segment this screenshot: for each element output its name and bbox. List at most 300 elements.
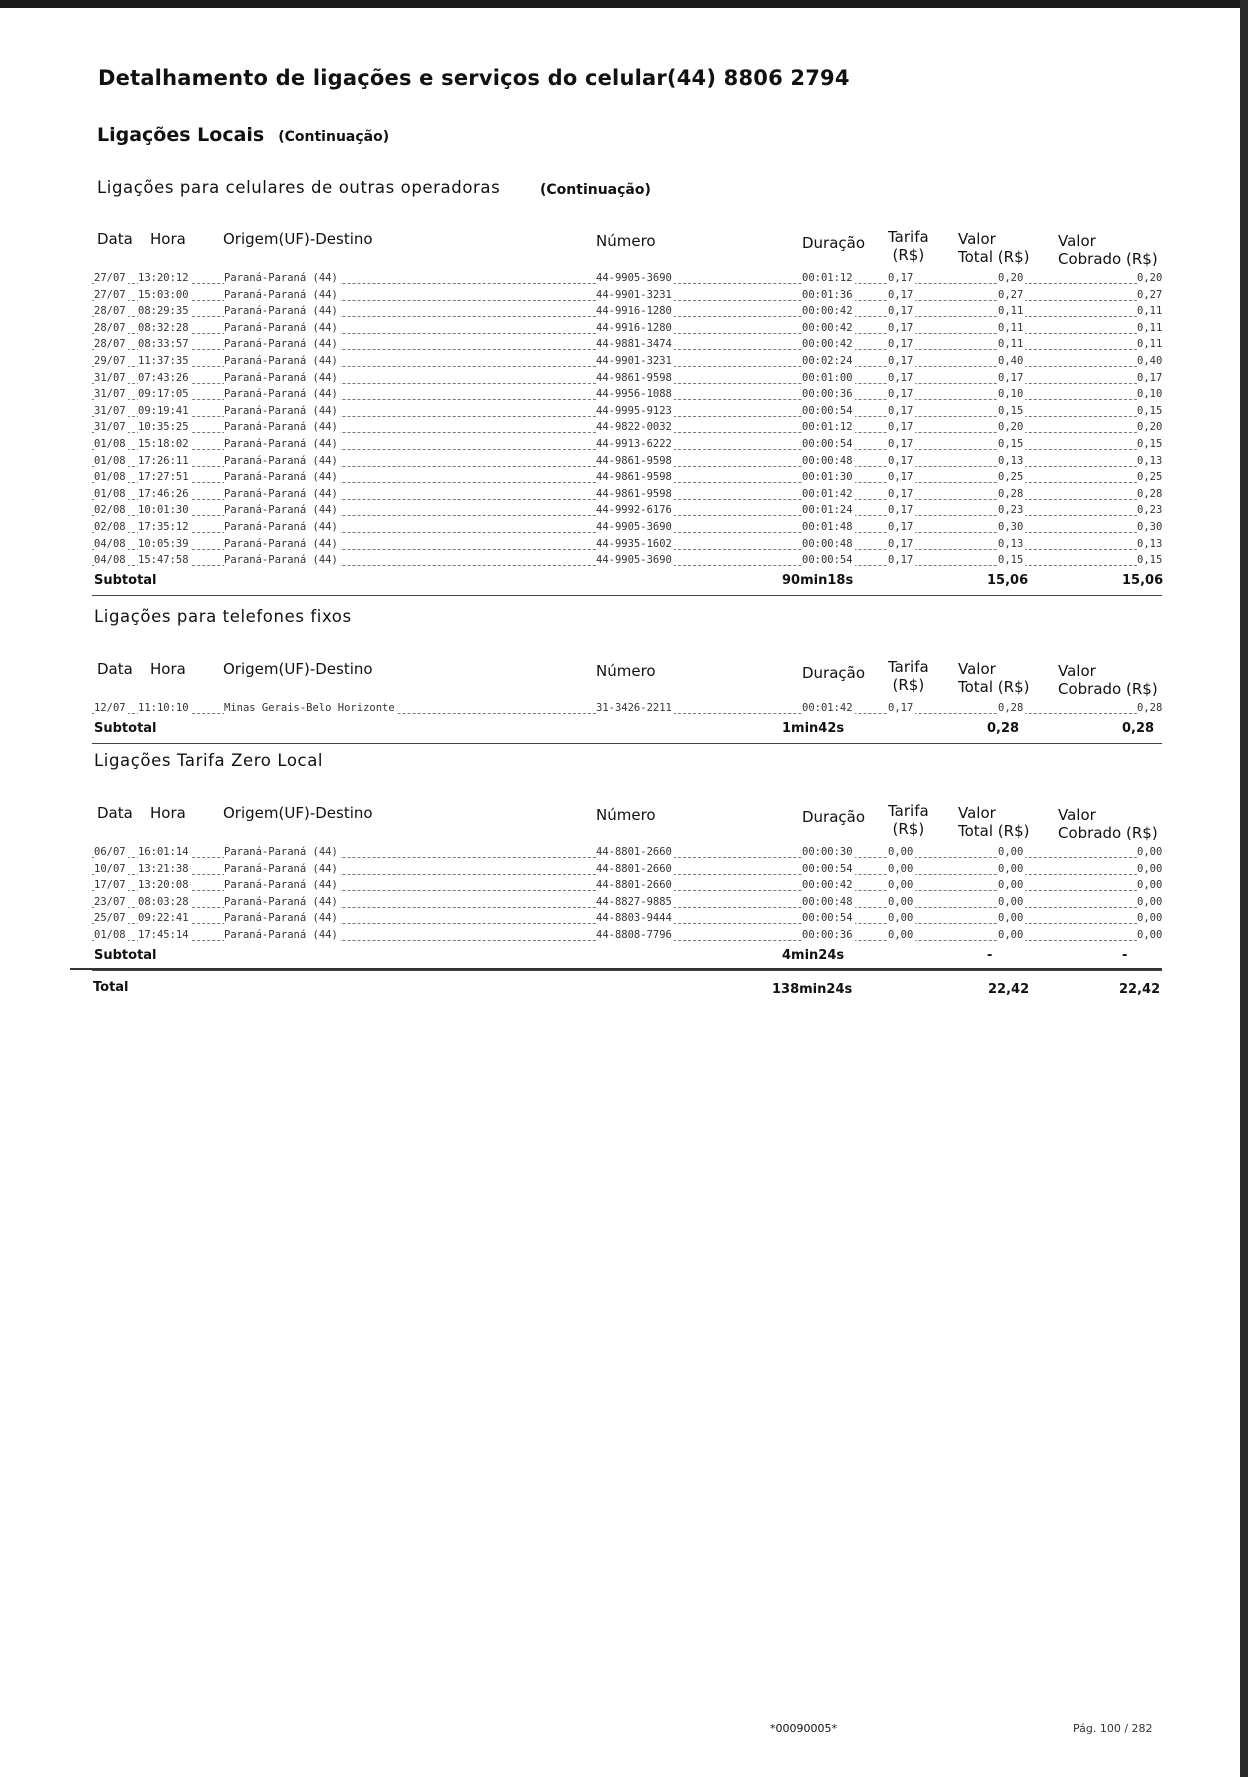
cell-valor-total: 0,13	[998, 537, 1024, 550]
col-tarifa-line1: Tarifa	[888, 802, 929, 820]
cell-hora: 08:33:57	[138, 338, 189, 351]
cell-origem: Paraná-Paraná (44)	[224, 371, 338, 384]
col-duracao: Duração	[802, 234, 866, 252]
table-row	[92, 336, 1162, 353]
cell-hora: 08:03:28	[138, 895, 189, 908]
cell-numero: 44-9861-9598	[596, 487, 672, 500]
cell-hora: 17:45:14	[138, 928, 189, 941]
cell-valor-cobrado: 0,27	[1137, 288, 1163, 301]
cell-data: 01/08	[94, 437, 126, 450]
cell-hora: 16:01:14	[138, 846, 189, 858]
col-valor-total-line1: Valor	[958, 660, 996, 678]
cell-tarifa: 0,17	[888, 437, 914, 450]
subsection-title-label: Ligações para telefones fixos	[94, 607, 352, 626]
col-valor-total-line2: Total (R$)	[958, 678, 1030, 696]
cell-valor-cobrado: 0,30	[1137, 520, 1163, 533]
calls-section	[92, 224, 1162, 596]
scan-top-edge	[0, 0, 1248, 8]
cell-numero: 44-8801-2660	[596, 846, 672, 858]
scan-right-edge	[1240, 0, 1248, 1777]
cell-data: 02/08	[94, 504, 126, 517]
cell-numero: 44-9861-9598	[596, 371, 672, 384]
cell-duracao: 00:00:30	[802, 846, 853, 858]
section-heading-cont: (Continuação)	[278, 129, 390, 145]
cell-origem: Paraná-Paraná (44)	[224, 388, 338, 401]
cell-valor-total: 0,20	[998, 421, 1024, 434]
subtotal-valor-cobrado: -	[1122, 947, 1128, 963]
col-valor-cobrado-line2: Cobrado (R$)	[1058, 250, 1158, 268]
subsection-cont: (Continuação)	[540, 182, 651, 198]
cell-origem: Paraná-Paraná (44)	[224, 487, 338, 500]
subsection-title	[94, 607, 352, 626]
col-tarifa	[888, 228, 929, 264]
cell-numero: 44-9861-9598	[596, 454, 672, 467]
cell-valor-cobrado: 0,11	[1137, 338, 1163, 351]
cell-data: 28/07	[94, 338, 126, 351]
col-data: Data	[97, 660, 133, 678]
col-valor-cobrado-line1: Valor	[1058, 662, 1096, 680]
table-row	[92, 502, 1162, 519]
table-row	[92, 370, 1162, 387]
col-hora: Hora	[150, 660, 186, 678]
col-origem: Origem(UF)-Destino	[223, 804, 373, 822]
col-data: Data	[97, 230, 133, 248]
cell-data: 12/07	[94, 702, 126, 714]
cell-duracao: 00:00:42	[802, 338, 853, 351]
cell-tarifa: 0,00	[888, 846, 914, 858]
cell-tarifa: 0,17	[888, 504, 914, 517]
cell-origem: Paraná-Paraná (44)	[224, 288, 338, 301]
col-tarifa-line1: Tarifa	[888, 658, 929, 676]
subtotal-label: Subtotal	[94, 947, 157, 963]
cell-origem: Paraná-Paraná (44)	[224, 338, 338, 351]
cell-valor-cobrado: 0,40	[1137, 354, 1163, 367]
cell-valor-cobrado: 0,15	[1137, 404, 1163, 417]
cell-tarifa: 0,00	[888, 928, 914, 941]
table-row	[92, 519, 1162, 536]
cell-valor-cobrado: 0,13	[1137, 537, 1163, 550]
col-valor-cobrado	[1058, 662, 1158, 698]
subsection-title	[94, 751, 323, 770]
cell-data: 10/07	[94, 862, 126, 875]
cell-tarifa: 0,17	[888, 537, 914, 550]
cell-valor-total: 0,25	[998, 471, 1024, 484]
total-duracao: 138min24s	[772, 982, 853, 997]
subtotal-duracao: 4min24s	[782, 947, 845, 963]
cell-hora: 17:35:12	[138, 520, 189, 533]
col-tarifa-line1: Tarifa	[888, 228, 929, 246]
cell-hora: 15:03:00	[138, 288, 189, 301]
calls-section	[92, 654, 1162, 744]
subtotal-duracao: 90min18s	[782, 572, 854, 588]
cell-origem: Minas Gerais-Belo Horizonte	[224, 702, 395, 714]
subtotal-duracao: 1min42s	[782, 720, 845, 736]
cell-duracao: 00:00:42	[802, 879, 853, 892]
cell-valor-total: 0,20	[998, 272, 1024, 284]
cell-valor-cobrado: 0,00	[1137, 895, 1163, 908]
cell-numero: 44-8801-2660	[596, 862, 672, 875]
cell-tarifa: 0,17	[888, 371, 914, 384]
cell-numero: 44-9901-3231	[596, 354, 672, 367]
cell-valor-total: 0,23	[998, 504, 1024, 517]
cell-valor-cobrado: 0,28	[1137, 487, 1163, 500]
col-tarifa	[888, 658, 929, 694]
cell-numero: 44-9916-1280	[596, 305, 672, 318]
cell-hora: 11:10:10	[138, 702, 189, 714]
subtotal-row	[92, 944, 1162, 966]
cell-valor-cobrado: 0,20	[1137, 272, 1163, 284]
cell-duracao: 00:00:54	[802, 404, 853, 417]
section-heading-label: Ligações Locais	[97, 124, 265, 146]
cell-tarifa: 0,17	[888, 354, 914, 367]
cell-data: 28/07	[94, 305, 126, 318]
table-row	[92, 287, 1162, 304]
col-tarifa	[888, 802, 929, 838]
cell-duracao: 00:00:54	[802, 554, 853, 567]
cell-valor-total: 0,17	[998, 371, 1024, 384]
cell-numero: 44-8801-2660	[596, 879, 672, 892]
cell-origem: Paraná-Paraná (44)	[224, 421, 338, 434]
cell-valor-total: 0,11	[998, 305, 1024, 318]
cell-hora: 15:18:02	[138, 437, 189, 450]
cell-hora: 13:20:08	[138, 879, 189, 892]
cell-duracao: 00:00:42	[802, 321, 853, 334]
col-valor-cobrado-line2: Cobrado (R$)	[1058, 680, 1158, 698]
cell-data: 31/07	[94, 421, 126, 434]
col-origem: Origem(UF)-Destino	[223, 230, 373, 248]
table-header	[92, 224, 1162, 270]
cell-tarifa: 0,00	[888, 879, 914, 892]
cell-numero: 31-3426-2211	[596, 702, 672, 714]
cell-hora: 13:20:12	[138, 272, 189, 284]
col-valor-total	[958, 230, 1029, 266]
cell-tarifa: 0,17	[888, 471, 914, 484]
cell-valor-total: 0,15	[998, 554, 1024, 567]
calls-section	[92, 798, 1162, 971]
cell-data: 31/07	[94, 371, 126, 384]
cell-hora: 10:35:25	[138, 421, 189, 434]
subtotal-valor-cobrado: 15,06	[1122, 572, 1164, 588]
cell-tarifa: 0,17	[888, 321, 914, 334]
cell-valor-total: 0,28	[998, 487, 1024, 500]
table-row	[92, 270, 1162, 287]
cell-data: 27/07	[94, 272, 126, 284]
cell-valor-cobrado: 0,23	[1137, 504, 1163, 517]
cell-hora: 15:47:58	[138, 554, 189, 567]
cell-duracao: 00:01:24	[802, 504, 853, 517]
cell-valor-cobrado: 0,15	[1137, 437, 1163, 450]
grand-total-row	[92, 976, 1162, 998]
cell-tarifa: 0,17	[888, 272, 914, 284]
cell-tarifa: 0,17	[888, 404, 914, 417]
cell-hora: 09:22:41	[138, 912, 189, 925]
subsection-title-label: Ligações para celulares de outras operadoras	[97, 178, 501, 197]
cell-numero: 44-8808-7796	[596, 928, 672, 941]
cell-duracao: 00:00:42	[802, 305, 853, 318]
cell-valor-cobrado: 0,00	[1137, 846, 1163, 858]
barcode-text: *00090005*	[770, 1722, 837, 1735]
cell-duracao: 00:00:48	[802, 537, 853, 550]
cell-valor-total: 0,13	[998, 454, 1024, 467]
cell-valor-cobrado: 0,13	[1137, 454, 1163, 467]
col-numero: Número	[596, 662, 656, 680]
col-valor-total-line1: Valor	[958, 230, 996, 248]
cell-numero: 44-9905-3690	[596, 520, 672, 533]
table-row	[92, 552, 1162, 569]
cell-hora: 09:17:05	[138, 388, 189, 401]
table-row	[92, 536, 1162, 553]
cell-valor-total: 0,00	[998, 928, 1024, 941]
cell-valor-cobrado: 0,00	[1137, 862, 1163, 875]
cell-duracao: 00:00:36	[802, 928, 853, 941]
table-row	[92, 419, 1162, 436]
cell-hora: 17:27:51	[138, 471, 189, 484]
cell-valor-total: 0,00	[998, 879, 1024, 892]
cell-origem: Paraná-Paraná (44)	[224, 504, 338, 517]
cell-hora: 11:37:35	[138, 354, 189, 367]
cell-duracao: 00:00:54	[802, 437, 853, 450]
col-hora: Hora	[150, 804, 186, 822]
cell-duracao: 00:01:48	[802, 520, 853, 533]
table-row	[92, 403, 1162, 420]
cell-duracao: 00:00:54	[802, 912, 853, 925]
cell-origem: Paraná-Paraná (44)	[224, 404, 338, 417]
table-row	[92, 436, 1162, 453]
subtotal-label: Subtotal	[94, 572, 157, 588]
cell-data: 31/07	[94, 404, 126, 417]
subtotal-valor-total: 15,06	[987, 572, 1029, 588]
cell-hora: 09:19:41	[138, 404, 189, 417]
cell-origem: Paraná-Paraná (44)	[224, 846, 338, 858]
cell-valor-total: 0,15	[998, 404, 1024, 417]
cell-duracao: 00:02:24	[802, 354, 853, 367]
table-body	[92, 270, 1162, 569]
subtotal-valor-total: 0,28	[987, 720, 1020, 736]
subtotal-row	[92, 569, 1162, 591]
cell-origem: Paraná-Paraná (44)	[224, 862, 338, 875]
col-valor-cobrado-line2: Cobrado (R$)	[1058, 824, 1158, 842]
cell-origem: Paraná-Paraná (44)	[224, 554, 338, 567]
cell-origem: Paraná-Paraná (44)	[224, 437, 338, 450]
cell-valor-total: 0,27	[998, 288, 1024, 301]
cell-numero: 44-8827-9885	[596, 895, 672, 908]
col-valor-cobrado-line1: Valor	[1058, 806, 1096, 824]
cell-data: 04/08	[94, 554, 126, 567]
table-row	[92, 353, 1162, 370]
cell-valor-total: 0,30	[998, 520, 1024, 533]
cell-numero: 44-9881-3474	[596, 338, 672, 351]
col-valor-total	[958, 804, 1029, 840]
cell-valor-cobrado: 0,25	[1137, 471, 1163, 484]
cell-hora: 13:21:38	[138, 862, 189, 875]
cell-data: 04/08	[94, 537, 126, 550]
cell-tarifa: 0,00	[888, 912, 914, 925]
cell-origem: Paraná-Paraná (44)	[224, 928, 338, 941]
cell-duracao: 00:00:48	[802, 895, 853, 908]
cell-tarifa: 0,17	[888, 388, 914, 401]
col-numero: Número	[596, 232, 656, 250]
cell-tarifa: 0,17	[888, 554, 914, 567]
col-valor-cobrado-line1: Valor	[1058, 232, 1096, 250]
cell-tarifa: 0,17	[888, 288, 914, 301]
subtotal-label: Subtotal	[94, 720, 157, 736]
section-rule	[92, 595, 1162, 596]
col-tarifa-line2: (R$)	[892, 820, 925, 838]
cell-numero: 44-9861-9598	[596, 471, 672, 484]
cell-origem: Paraná-Paraná (44)	[224, 912, 338, 925]
cell-duracao: 00:01:12	[802, 272, 853, 284]
cell-data: 17/07	[94, 879, 126, 892]
cell-tarifa: 0,17	[888, 454, 914, 467]
col-valor-total-line2: Total (R$)	[958, 248, 1030, 266]
total-label: Total	[93, 980, 129, 995]
cell-origem: Paraná-Paraná (44)	[224, 354, 338, 367]
cell-numero: 44-9935-1602	[596, 537, 672, 550]
table-row	[92, 486, 1162, 503]
cell-duracao: 00:00:36	[802, 388, 853, 401]
table-row	[92, 386, 1162, 403]
table-row	[92, 894, 1162, 911]
col-numero: Número	[596, 806, 656, 824]
cell-numero: 44-9956-1088	[596, 388, 672, 401]
col-tarifa-line2: (R$)	[892, 246, 925, 264]
cell-numero: 44-9992-6176	[596, 504, 672, 517]
cell-origem: Paraná-Paraná (44)	[224, 895, 338, 908]
cell-data: 06/07	[94, 846, 126, 858]
cell-data: 28/07	[94, 321, 126, 334]
page-number: Pág. 100 / 282	[1073, 1722, 1153, 1735]
subtotal-valor-cobrado: 0,28	[1122, 720, 1155, 736]
cell-valor-cobrado: 0,00	[1137, 928, 1163, 941]
total-valor-total: 22,42	[988, 982, 1030, 997]
cell-numero: 44-9905-3690	[596, 554, 672, 567]
cell-valor-total: 0,11	[998, 338, 1024, 351]
cell-tarifa: 0,17	[888, 487, 914, 500]
cell-hora: 10:01:30	[138, 504, 189, 517]
cell-data: 01/08	[94, 928, 126, 941]
cell-data: 01/08	[94, 454, 126, 467]
table-row	[92, 453, 1162, 470]
cell-origem: Paraná-Paraná (44)	[224, 879, 338, 892]
cell-numero: 44-9901-3231	[596, 288, 672, 301]
table-body	[92, 844, 1162, 944]
section-heading	[97, 124, 389, 146]
table-row	[92, 469, 1162, 486]
cell-origem: Paraná-Paraná (44)	[224, 520, 338, 533]
cell-data: 27/07	[94, 288, 126, 301]
cell-duracao: 00:01:42	[802, 487, 853, 500]
cell-hora: 17:26:11	[138, 454, 189, 467]
table-row	[92, 861, 1162, 878]
cell-tarifa: 0,17	[888, 520, 914, 533]
cell-origem: Paraná-Paraná (44)	[224, 321, 338, 334]
cell-duracao: 00:01:12	[802, 421, 853, 434]
cell-origem: Paraná-Paraná (44)	[224, 272, 338, 284]
cell-valor-cobrado: 0,15	[1137, 554, 1163, 567]
cell-valor-cobrado: 0,20	[1137, 421, 1163, 434]
cell-valor-total: 0,00	[998, 846, 1024, 858]
cell-duracao: 00:01:36	[802, 288, 853, 301]
cell-valor-total: 0,00	[998, 895, 1024, 908]
cell-tarifa: 0,17	[888, 702, 914, 714]
col-data: Data	[97, 804, 133, 822]
col-origem: Origem(UF)-Destino	[223, 660, 373, 678]
cell-valor-cobrado: 0,10	[1137, 388, 1163, 401]
table-body	[92, 700, 1162, 717]
cell-valor-total: 0,28	[998, 702, 1024, 714]
cell-origem: Paraná-Paraná (44)	[224, 537, 338, 550]
col-valor-cobrado	[1058, 232, 1158, 268]
col-valor-total	[958, 660, 1029, 696]
table-row	[92, 320, 1162, 337]
cell-valor-cobrado: 0,00	[1137, 912, 1163, 925]
cell-duracao: 00:01:42	[802, 702, 853, 714]
cell-valor-total: 0,11	[998, 321, 1024, 334]
cell-tarifa: 0,17	[888, 305, 914, 318]
cell-duracao: 00:01:30	[802, 471, 853, 484]
cell-data: 02/08	[94, 520, 126, 533]
cell-valor-total: 0,15	[998, 437, 1024, 450]
cell-numero: 44-9995-9123	[596, 404, 672, 417]
col-duracao: Duração	[802, 808, 866, 826]
cell-valor-cobrado: 0,11	[1137, 305, 1163, 318]
subsection-title	[97, 178, 500, 197]
table-header	[92, 798, 1162, 844]
cell-valor-total: 0,00	[998, 912, 1024, 925]
col-hora: Hora	[150, 230, 186, 248]
cell-numero: 44-9913-6222	[596, 437, 672, 450]
page-title: Detalhamento de ligações e serviços do celular(44) 8806 2794	[98, 66, 850, 90]
cell-hora: 10:05:39	[138, 537, 189, 550]
table-row	[92, 927, 1162, 944]
cell-hora: 07:43:26	[138, 371, 189, 384]
cell-data: 01/08	[94, 471, 126, 484]
table-row	[92, 303, 1162, 320]
cell-data: 25/07	[94, 912, 126, 925]
cell-tarifa: 0,00	[888, 895, 914, 908]
cell-valor-total: 0,10	[998, 388, 1024, 401]
cell-duracao: 00:01:00	[802, 371, 853, 384]
table-row	[92, 877, 1162, 894]
col-valor-cobrado	[1058, 806, 1158, 842]
cell-duracao: 00:00:48	[802, 454, 853, 467]
cell-duracao: 00:00:54	[802, 862, 853, 875]
section-rule	[92, 743, 1162, 744]
cell-data: 29/07	[94, 354, 126, 367]
col-valor-total-line1: Valor	[958, 804, 996, 822]
cell-numero: 44-9905-3690	[596, 272, 672, 284]
cell-numero: 44-9916-1280	[596, 321, 672, 334]
cell-tarifa: 0,17	[888, 421, 914, 434]
table-row	[92, 910, 1162, 927]
total-rule	[70, 968, 1162, 970]
cell-origem: Paraná-Paraná (44)	[224, 305, 338, 318]
cell-tarifa: 0,17	[888, 338, 914, 351]
cell-valor-cobrado: 0,11	[1137, 321, 1163, 334]
cell-hora: 17:46:26	[138, 487, 189, 500]
cell-data: 23/07	[94, 895, 126, 908]
cell-origem: Paraná-Paraná (44)	[224, 454, 338, 467]
cell-numero: 44-9822-0032	[596, 421, 672, 434]
total-valor-cobrado: 22,42	[1119, 982, 1161, 997]
cell-valor-cobrado: 0,28	[1137, 702, 1163, 714]
cell-data: 31/07	[94, 388, 126, 401]
col-valor-total-line2: Total (R$)	[958, 822, 1030, 840]
table-row	[92, 700, 1162, 717]
cell-tarifa: 0,00	[888, 862, 914, 875]
table-header	[92, 654, 1162, 700]
cell-hora: 08:29:35	[138, 305, 189, 318]
